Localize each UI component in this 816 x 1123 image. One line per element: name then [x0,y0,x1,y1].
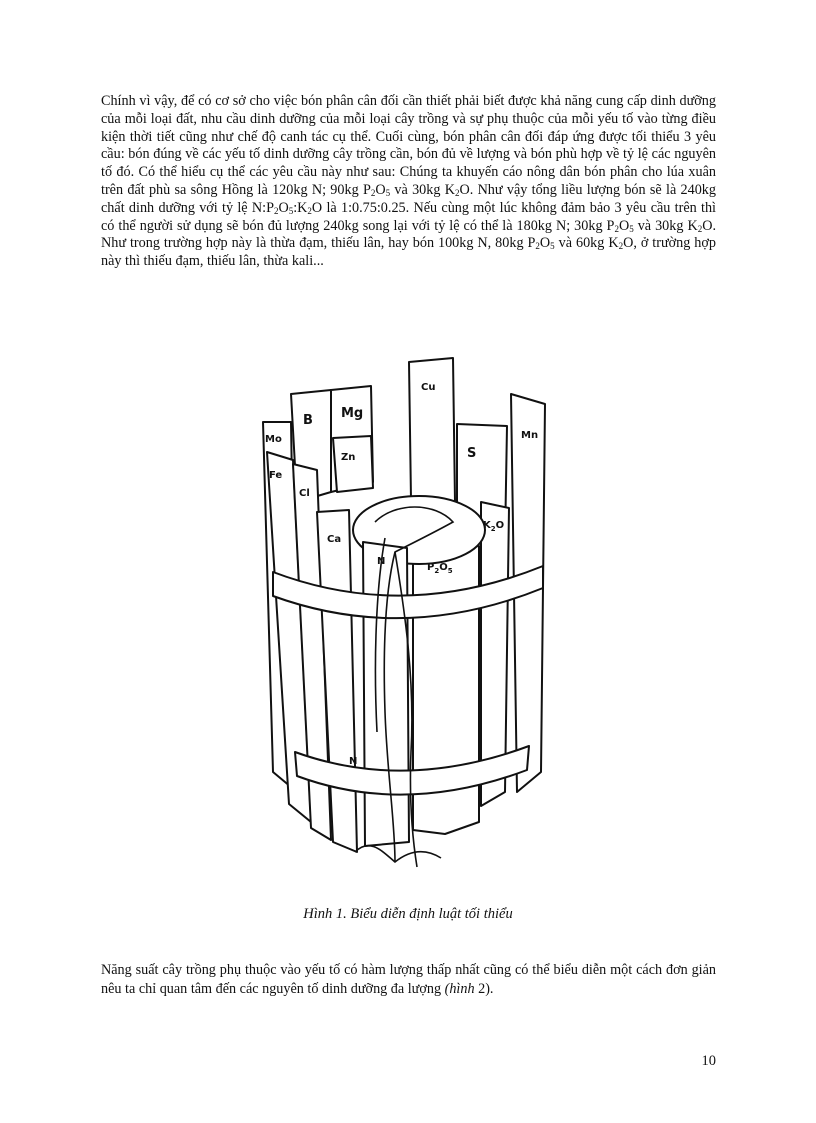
stave-cu [409,358,455,502]
label-s: S [467,446,477,461]
label-mo: Mo [265,434,282,445]
figure-caption: Hình 1. Biểu diễn định luật tối thiểu [303,906,513,922]
label-ca: Ca [327,534,342,545]
label-zn: Zn [341,452,356,463]
page-number: 10 [701,1053,716,1069]
stave-n [363,542,409,846]
label-mn: Mn [521,430,539,441]
label-fe: Fe [269,470,283,481]
label-cu: Cu [421,382,436,393]
body-paragraph-2: Năng suất cây trồng phụ thuộc vào yếu tố có hàm lượng thấp nhất cũng có thể biểu diễn một cách đơn giản nêu ta chỉ quan tâm đến các nguyên tố dinh dưỡng đa lượng (hình 2). [101,962,716,997]
label-mg: Mg [341,406,364,421]
label-n-bottom: N [349,756,358,767]
stave-zn [333,436,373,492]
label-n: N [377,556,386,567]
label-cl: Cl [299,488,310,499]
leaky-barrel-illustration [245,352,565,872]
label-p2o5: $P_2O_5$ [427,562,453,575]
label-k2o: $K_2O$ [483,520,505,533]
label-b: B [303,413,313,428]
body-paragraph-1: Chính vì vậy, để có cơ sở cho việc bón phân cân đối cần thiết phải biết được khả năng cung cấp dinh dưỡng của mỗi loại đất, nhu cầu dinh dưỡng của mỗi loại cây trồng và sự phụ thuộc của mỗi yếu tố vào từng điều kiện thời tiết cũng như chế độ canh tác cụ thể. Cuối cùng, bón phân cân đối đáp ứng được tối thiểu 3 yêu cầu: bón đúng về các yếu tố dinh dưỡng cây trồng cần, bón đủ về lượng và bón phù hợp về tỷ lệ các nguyên tố đó. Có thể hiểu cụ thể các yêu cầu này như sau: Chúng ta khuyến cáo nông dân bón phân cho lúa xuân trên đất phù sa sông Hồng là 120kg N; 90kg $P_2O_5$ và 30kg $K_2O$. Như vậy tổng liều lượng bón sẽ là 240kg chất dinh dưỡng với tỷ lệ $N:P_2O_5:K_2O$ là 1:0.75:0.25. Nếu cùng một lúc không đảm bảo 3 yêu cầu trên thì có thể người sử dụng sẽ bón đủ lượng 240kg song lại với tỷ lệ có thể là 180kg N; 30kg $P_2O_5$ và 30kg $K_2O$. Như trong trường hợp này là thừa đạm, thiếu lân, hay bón 100kg N, 80kg $P_2O_5$ và 60kg $K_2O$, ở trường hợp này thì thiếu đạm, thiếu lân, thừa kali... [101,93,717,270]
